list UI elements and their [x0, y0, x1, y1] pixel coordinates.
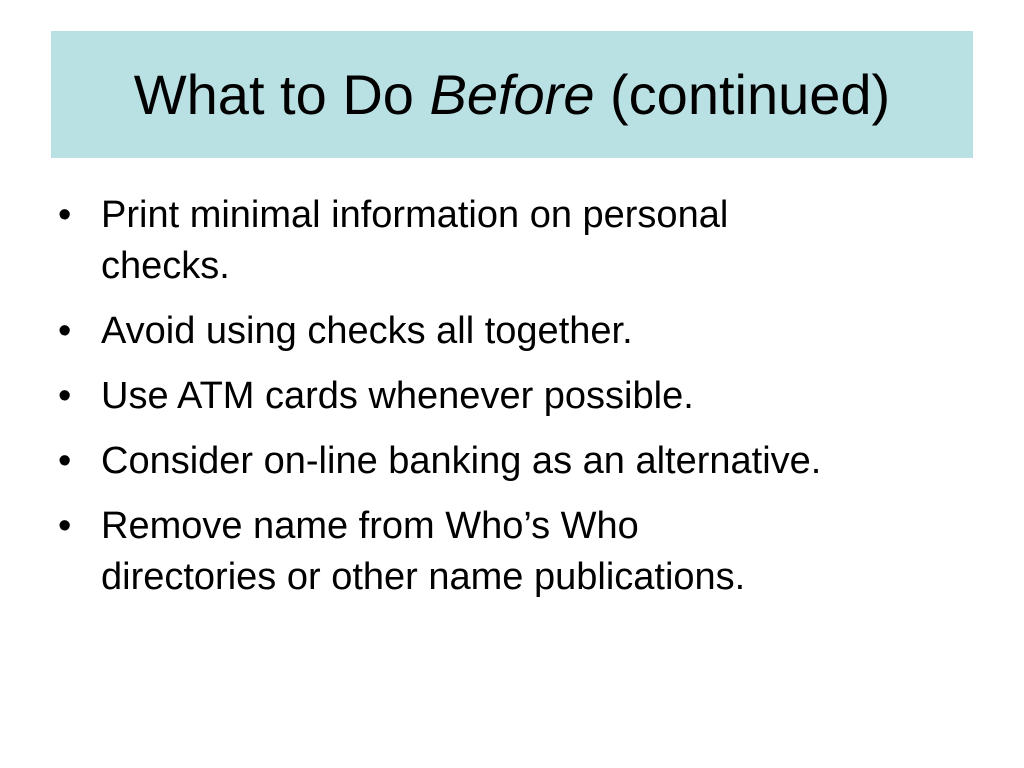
- bullet-text: [101, 190, 986, 292]
- title-emphasis: Before: [429, 62, 595, 126]
- bullet-icon: •: [58, 194, 72, 236]
- bullet-line: checks.: [101, 245, 230, 287]
- bullet-text: Use ATM cards whenever possible.: [101, 375, 694, 417]
- bullet-icon: •: [58, 440, 72, 482]
- bullet-icon: •: [58, 310, 72, 352]
- bullet-text: Avoid using checks all together.: [101, 310, 633, 352]
- bullet-text: [101, 501, 986, 603]
- bullet-item-atm-cards: [56, 371, 986, 422]
- bullet-line: Remove name from Who’s Who: [101, 505, 639, 547]
- bullet-item-print-minimal: [56, 190, 986, 292]
- bullet-item-remove-name: [56, 501, 986, 603]
- title-banner: [51, 31, 973, 158]
- slide-title: [133, 62, 891, 126]
- title-text-end: (continued): [594, 62, 891, 126]
- bullet-line: directories or other name publications.: [101, 556, 746, 598]
- bullet-item-avoid-checks: [56, 306, 986, 357]
- bullet-text: Consider on-line banking as an alternative.: [101, 440, 822, 482]
- bullet-line: Print minimal information on personal: [101, 194, 729, 236]
- bullet-icon: •: [58, 505, 72, 547]
- bullet-icon: •: [58, 375, 72, 417]
- bullet-list: [56, 190, 986, 617]
- title-text-start: What to Do: [133, 62, 430, 126]
- bullet-item-online-banking: [56, 436, 986, 487]
